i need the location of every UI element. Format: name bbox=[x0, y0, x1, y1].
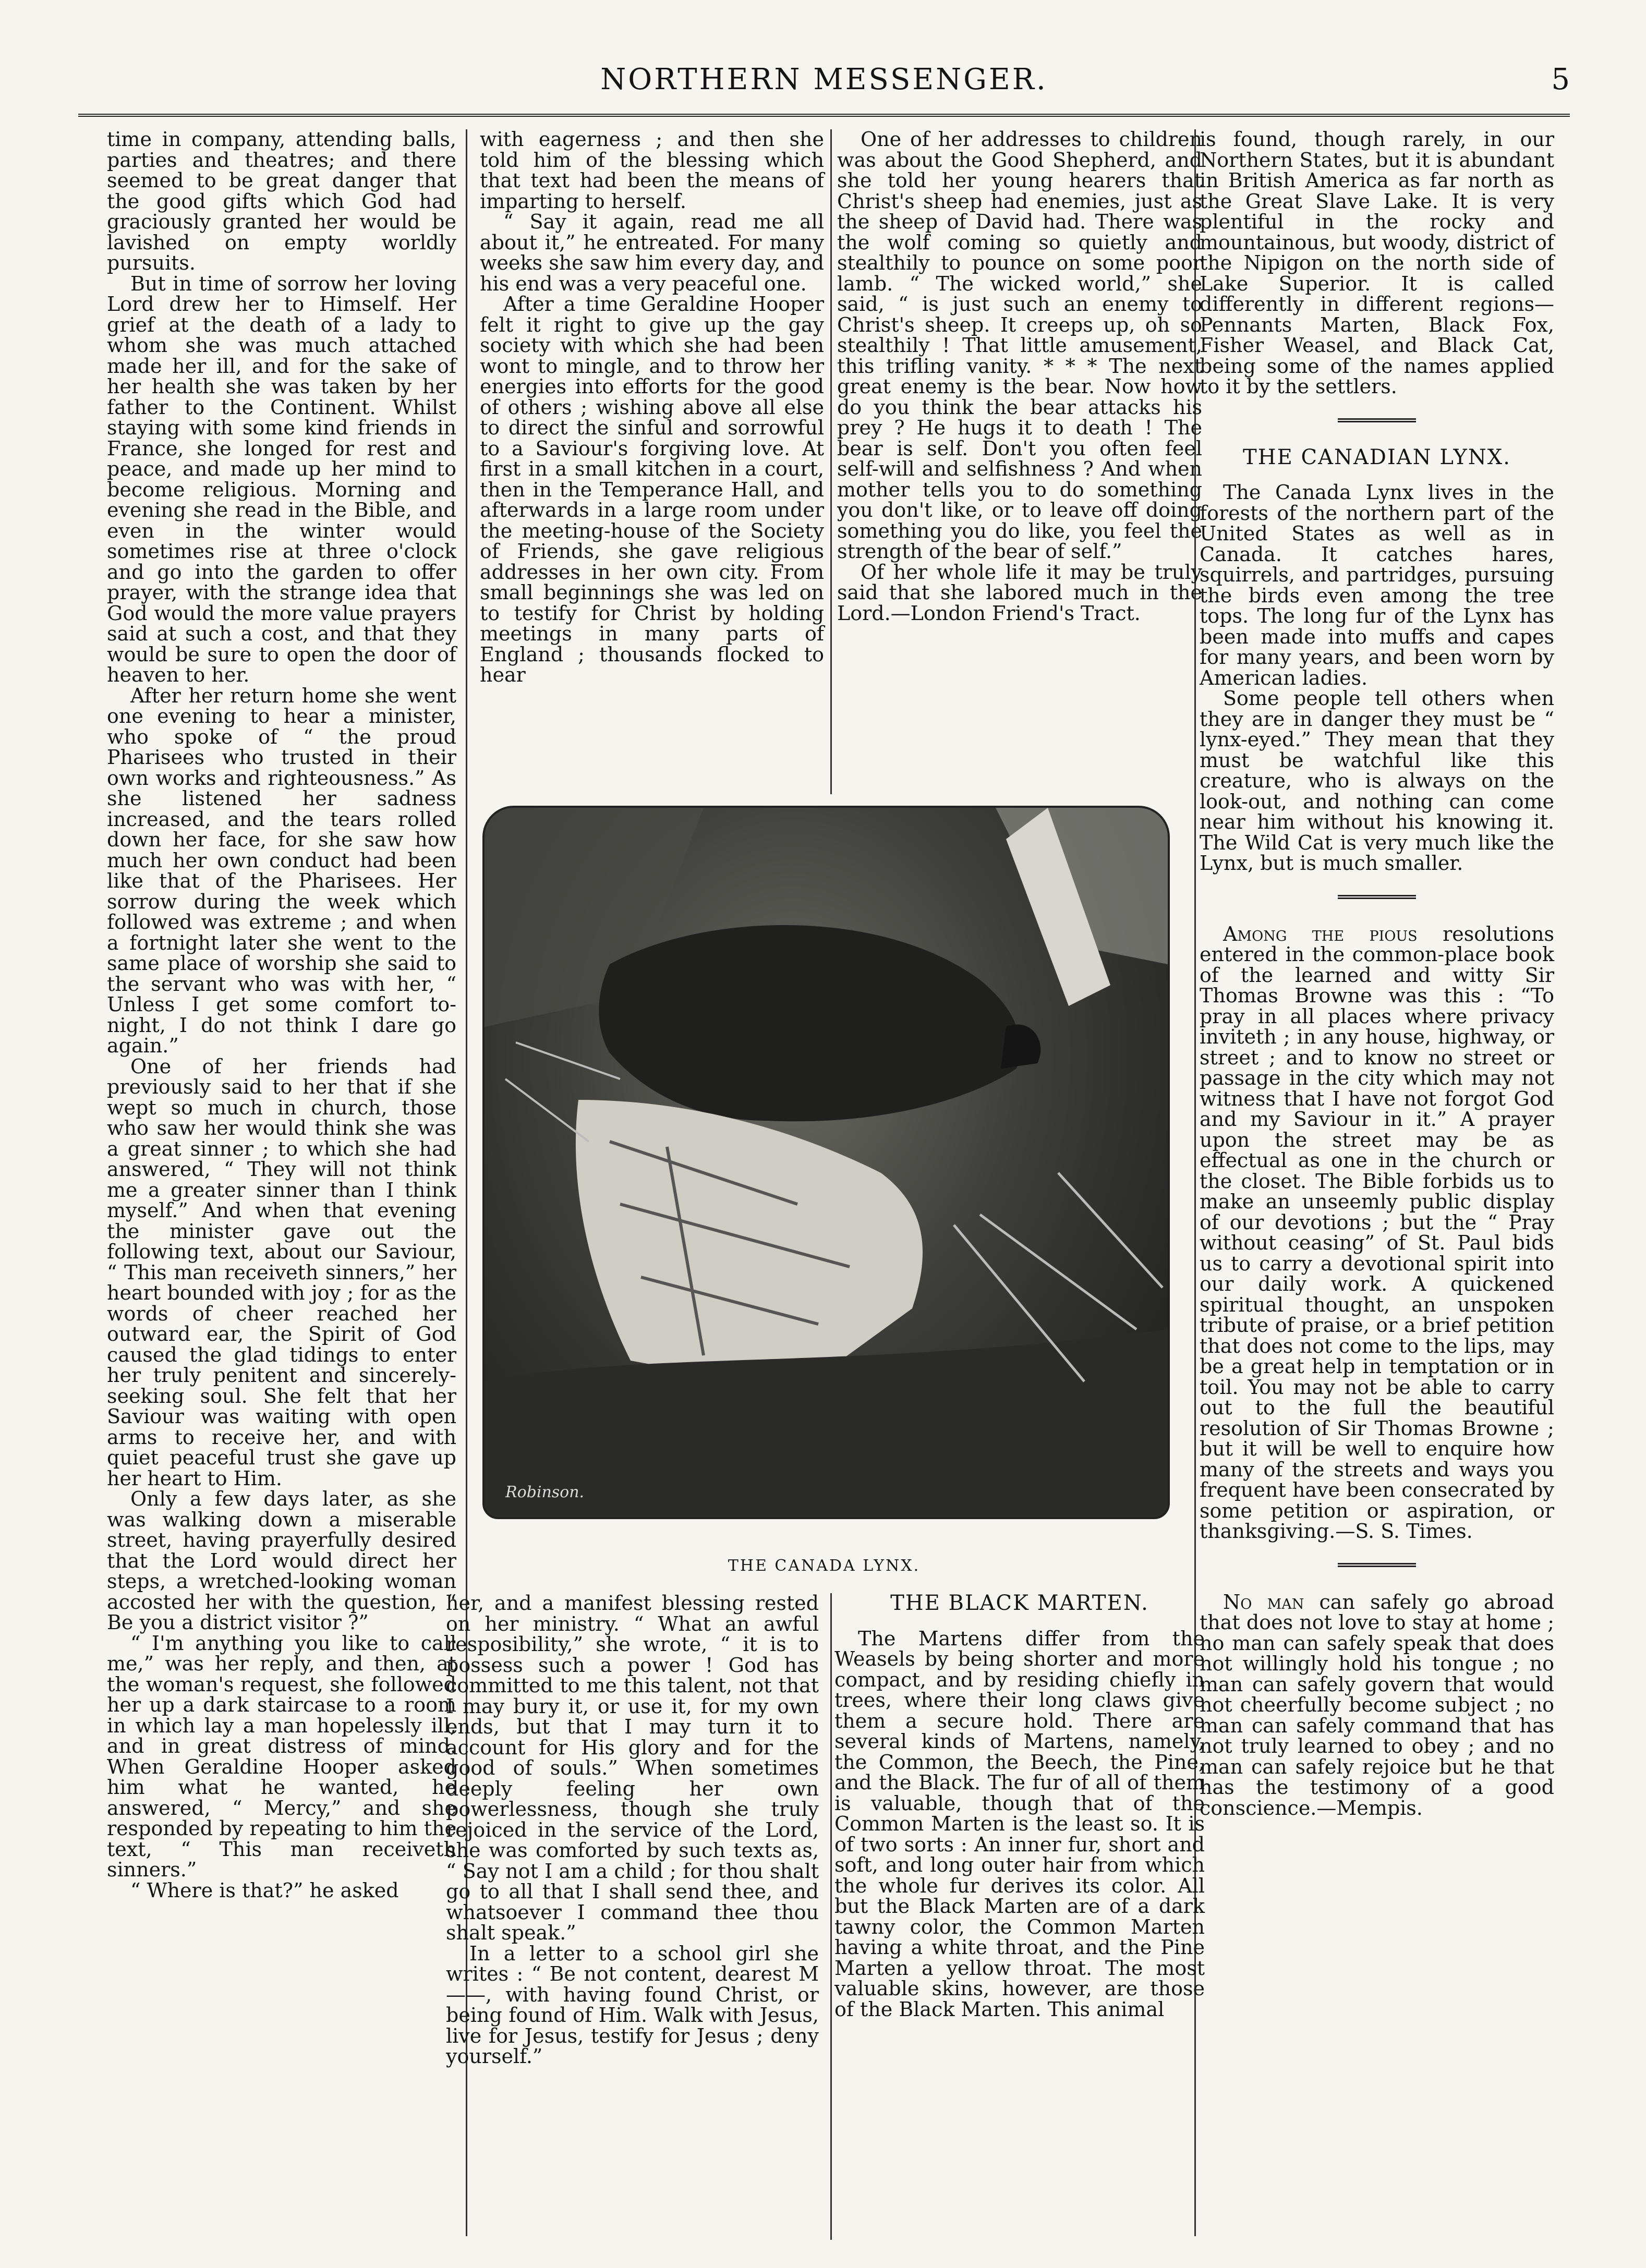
lead-words: No man bbox=[1223, 1590, 1304, 1614]
section-separator bbox=[1338, 418, 1416, 422]
column-4 bbox=[1200, 129, 1554, 2236]
paragraph: But in time of sorrow her loving Lord drew her to Himself. Her grief at the death of a lady to whom she was much attached made her ill, and for the sake of her health she was taken by her father to the Continent. Whilst staying with some kind friends in France, she longed for rest and peace, and made up her mind to become religious. Morning and evening she read in the Bible, and even in the winter would sometimes rise at three o'clock and go into the garden to offer prayer, with the strange idea that God would the more value prayers said at such a cost, and that they would be sure to open the door of heaven to her. bbox=[107, 272, 456, 686]
paragraph: The Canada Lynx lives in the forests of the northern part of the United States as well as in Canada. It catches hares, squirrels, and partridges, pursuing the birds even among the tree tops. The long fur of the Lynx has been made into muffs and capes for many years, and been worn by American ladies. bbox=[1200, 481, 1554, 689]
paragraph: Of her whole life it may be truly said that she labored much in the Lord.—London Friend's Tract. bbox=[837, 560, 1202, 625]
paragraph: her, and a manifest blessing rested on her ministry. “ What an awful resposibility,” she wrote, “ it is to possess such a power ! God has committed to me this talent, not that I may bury it, or use it, for my own ends, but that I may turn it to account for His glory and for the good of souls.” When sometimes deeply feeling her own powerlessness, though she truly rejoiced in the service of the Lord, she was comforted by such texts as, “ Say not I am a child ; for thou shalt go to all that I shall send thee, and whatsoever I command thee thou shalt speak.” bbox=[446, 1592, 819, 1944]
paragraph: “ Say it again, read me all about it,” he entreated. For many weeks she saw him every day, and his end was a very peaceful one. bbox=[480, 210, 824, 295]
paragraph: One of her friends had previously said to her that if she wept so much in church, those who saw her would think she was a great sinner ; to which she had answered, “ They will not think me a greater sinner than I think myself.” And when that evening the minister gave out the following text, about our Saviour, “ This man receiveth sinners,” her heart bounded with joy ; for as the words of cheer reached her outward ear, the Spirit of God caused the glad tidings to enter her truly penitent and sincerely-seeking soul. She felt that her Saviour was waiting with open arms to receive her, and with quiet peaceful trust she gave up her heart to Him. bbox=[107, 1054, 456, 1490]
column-2-bottom bbox=[446, 1593, 819, 2240]
paragraph: The Martens differ from the Weasels by being shorter and more compact, and by residing chiefly in trees, where their long claws give them a secure hold. There are several kinds of Martens, namely, the Common, the Beech, the Pine, and the Black. The fur of all of them is valuable, though that of the Common Marten is the least so. It is of two sorts : An inner fur, short and soft, and long outer hair from which the whole fur derives its color. All but the Black Marten are of a dark tawny color, the Common Marten having a white throat, and the Pine Marten a yellow throat. The most valuable skins, however, are those of the Black Marten. This animal bbox=[834, 1627, 1205, 2021]
paragraph-body: can safely go abroad that does not love to stay at home ; no man can safely speak that does not willingly hold his tongue ; no man can safely govern that would not cheerfully become subject ; no man can safely command that has not truly learned to obey ; and no man can safely rejoice but he that has the testimony of a good conscience.—Mempis. bbox=[1200, 1590, 1555, 1820]
lynx-engraving bbox=[482, 806, 1170, 1519]
lead-words: Among the pious bbox=[1223, 922, 1418, 945]
paragraph: In a letter to a school girl she writes : “ Be not content, dearest M——, with having found Christ, or being found of Him. Walk with Jesus, live for Jesus, testify for Jesus ; deny yourself.” bbox=[446, 1942, 819, 2068]
canadian-lynx-heading: THE CANADIAN LYNX. bbox=[1243, 445, 1511, 469]
paragraph: with eagerness ; and then she told him of the blessing which that text had been the means of imparting to herself. bbox=[480, 128, 824, 213]
header-rule bbox=[78, 114, 1570, 117]
paragraph: “ I'm anything you like to call me,” was her reply, and then, at the woman's request, she followed her up a dark staircase to a room in which lay a man hopelessly ill, and in great distress of mind. When Geraldine Hooper asked him what he wanted, he answered, “ Mercy,” and she responded by repeating to him the text, “ This man receiveth sinners.” bbox=[107, 1631, 456, 1881]
column-1 bbox=[107, 129, 456, 2236]
paragraph: After her return home she went one evening to hear a minister, who spoke of “ the proud Pharisees who trusted in their own works and righteousness.” As she listened her sadness increased, and the tears rolled down her face, for she saw how much her own conduct had been like that of the Pharisees. Her sorrow during the week which followed was extreme ; and when a fortnight later she went to the same place of worship she said to the servant who was with her, “ Unless I get some comfort to-night, I do not think I dare go again.” bbox=[107, 684, 456, 1057]
newspaper-title: NORTHERN MESSENGER. bbox=[600, 63, 1048, 96]
column-3-bottom bbox=[834, 1593, 1205, 2240]
artist-signature: Robinson. bbox=[505, 1483, 585, 1501]
paragraph: One of her addresses to children was about the Good Shepherd, and she told her young hearers that Christ's sheep had enemies, just as the sheep of David had. There was the wolf coming so quietly and stealthily to pounce on some poor lamb. “ The wicked world,” she said, “ is just such an enemy to Christ's sheep. It creeps up, oh so stealthily ! That little amusement, this trifling vanity. * * * The next great enemy is the bear. Now how do you think the bear attacks his prey ? He hugs it to death ! The bear is self. Don't you often feel self-will and selfishness ? And when mother tells you to do something you don't like, or to leave off doing something you do like, you feel the strength of the bear of self.” bbox=[837, 128, 1202, 563]
paragraph: Some people tell others when they are in danger they must be “ lynx-eyed.” They mean that they must be watchful like this creature, who is always on the look-out, and nothing can come near him without his knowing it. The Wild Cat is very much like the Lynx, but is much smaller. bbox=[1200, 687, 1554, 875]
section-separator bbox=[1338, 1563, 1416, 1567]
page-number: 5 bbox=[1551, 63, 1570, 96]
figure-caption: THE CANADA LYNX. bbox=[728, 1557, 921, 1575]
column-divider bbox=[830, 1593, 832, 2240]
paragraph: time in company, attending balls, parties and theatres; and there seemed to be great danger that the good gifts which God had graciously granted her would be lavished on empty worldly pursuits. bbox=[107, 128, 456, 274]
section-separator bbox=[1338, 895, 1416, 899]
lynx-illustration bbox=[485, 808, 1168, 1517]
paragraph-body: resolutions entered in the common-place book of the learned and witty Sir Thomas Browne was this : “To pray in all places where privacy inviteth ; in any house, highway, or street ; and to know no street or passage in the city which may not witness that I have not forgot God and my Saviour in it.” A prayer upon the street may be as effectual as one in the church or the closet. The Bible forbids us to make an unseemly public display of our devotions ; but the “ Pray without ceasing” of St. Paul bids us to carry a devotional spirit into our daily work. A quickened spiritual thought, an unspoken tribute of praise, or a brief petition that does not come to the lips, may be a great help in temptation or in toil. You may not be able to carry out to the full the beautiful resolution of Sir Thomas Browne ; but it will be well to enquire how many of the streets and ways you frequent have been consecrated by some petition or aspiration, or thanksgiving.—S. S. Times. bbox=[1200, 922, 1555, 1543]
paragraph: Only a few days later, as she was walking down a miserable street, having prayerfully desired that the Lord would direct her steps, a wretched-looking woman accosted her with the question, “ Be you a district visitor ?” bbox=[107, 1487, 456, 1634]
column-3-top bbox=[837, 129, 1202, 794]
page-header bbox=[78, 63, 1570, 110]
column-2-top bbox=[480, 129, 824, 794]
paragraph bbox=[1200, 1592, 1554, 1819]
paragraph bbox=[1200, 924, 1554, 1542]
column-divider bbox=[830, 129, 832, 794]
black-marten-heading: THE BLACK MARTEN. bbox=[890, 1591, 1149, 1615]
paragraph: After a time Geraldine Hooper felt it right to give up the gay society with which she had been wont to mingle, and to throw her energies into efforts for the good of others ; wishing above all else to direct the sinful and sorrowful to a Saviour's forgiving love. At first in a small kitchen in a court, then in the Temperance Hall, and afterwards in a large room under the meeting-house of the Society of Friends, she gave religious addresses in her own city. From small beginnings she was led on to testify for Christ by holding meetings in many parts of England ; thousands flocked to hear bbox=[480, 293, 824, 686]
paragraph: is found, though rarely, in our Northern States, but it is abundant in British America as far north as the Great Slave Lake. It is very plentiful in the rocky and mountainous, but woody, district of the Nipigon on the north side of Lake Superior. It is called differently in different regions—Pennants Marten, Black Fox, Fisher Weasel, and Black Cat, being some of the names applied to it by the settlers. bbox=[1200, 128, 1554, 398]
paragraph: “ Where is that?” he asked bbox=[130, 1878, 399, 1902]
